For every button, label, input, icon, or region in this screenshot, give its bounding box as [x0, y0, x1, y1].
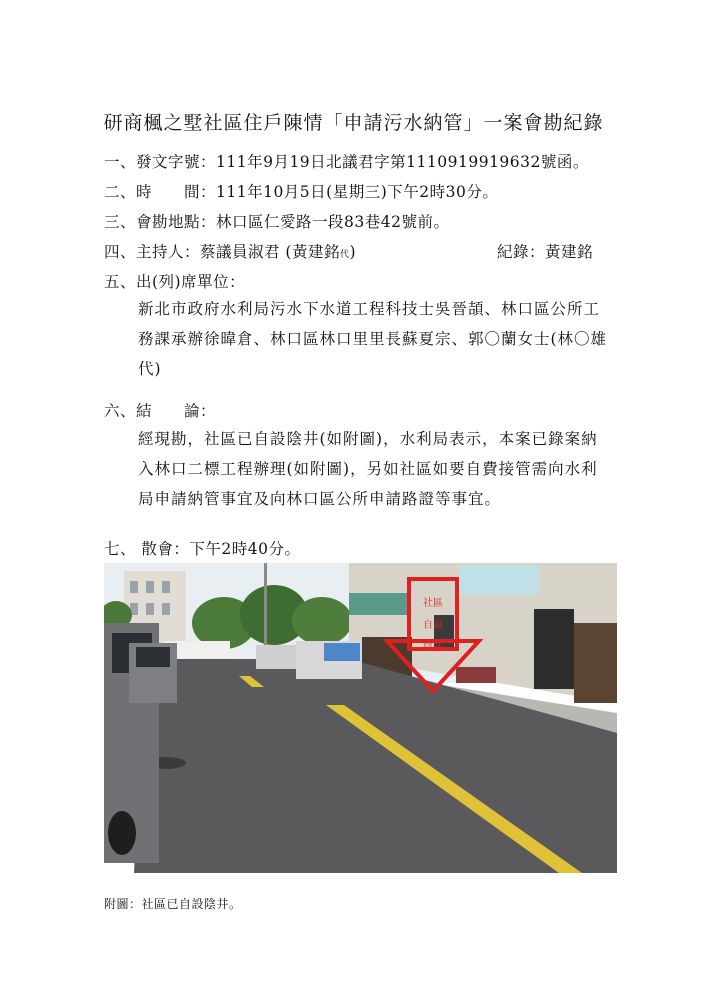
attendees-line: 新北市政府水利局污水下水道工程科技士吳晉頡、林口區公所工: [138, 300, 601, 318]
host-label: 四、主持人：蔡議員淑君 (黃建銘: [104, 243, 340, 261]
host-close: ): [349, 243, 357, 261]
document-title: 研商楓之墅社區住戶陳情「申請污水納管」一案會勘紀錄: [103, 112, 604, 134]
recorder: 紀錄：黃建銘: [497, 243, 594, 261]
arrow-sign-line: 自設: [423, 620, 443, 631]
item-location: 三、會勘地點：林口區仁愛路一段83巷42號前。: [104, 213, 450, 231]
attendees-line: 代): [138, 360, 162, 378]
conclusion-heading: 六、結 論：: [104, 402, 217, 420]
photo-caption: 附圖：社區已自設陰井。: [104, 897, 242, 911]
attendees-paragraph: [138, 294, 620, 384]
adjourn: 七、 散會：下午2時40分。: [104, 540, 301, 558]
conclusion-line: 經現勘，社區已自設陰井(如附圖)，水利局表示，本案已錄案納: [138, 430, 598, 448]
host-suffix: 代: [339, 250, 350, 260]
conclusion-line: 入林口二標工程辦理(如附圖)，另如社區如要自費接管需向水利: [138, 460, 598, 478]
conclusion-line: 局申請納管事宜及向林口區公所申請路證等事宜。: [138, 490, 502, 508]
arrow-sign-text: [415, 593, 451, 659]
item-document-number: 一、發文字號：111年9月19日北議君字第1110919919632號函。: [104, 153, 589, 171]
arrow-sign-line: 陰井: [423, 642, 443, 653]
item-time: 二、時 間：111年10月5日(星期三)下午2時30分。: [104, 183, 499, 201]
attendees-heading: 五、出(列)席單位：: [104, 273, 246, 291]
arrow-sign-line: 社區: [423, 598, 443, 609]
site-photo: [104, 563, 617, 873]
attendees-line: 務課承辦徐暐倉、林口區林口里里長蘇夏宗、郭〇蘭女士(林〇雄: [138, 330, 608, 348]
conclusion-paragraph: [138, 424, 620, 514]
item-host: [104, 240, 356, 262]
